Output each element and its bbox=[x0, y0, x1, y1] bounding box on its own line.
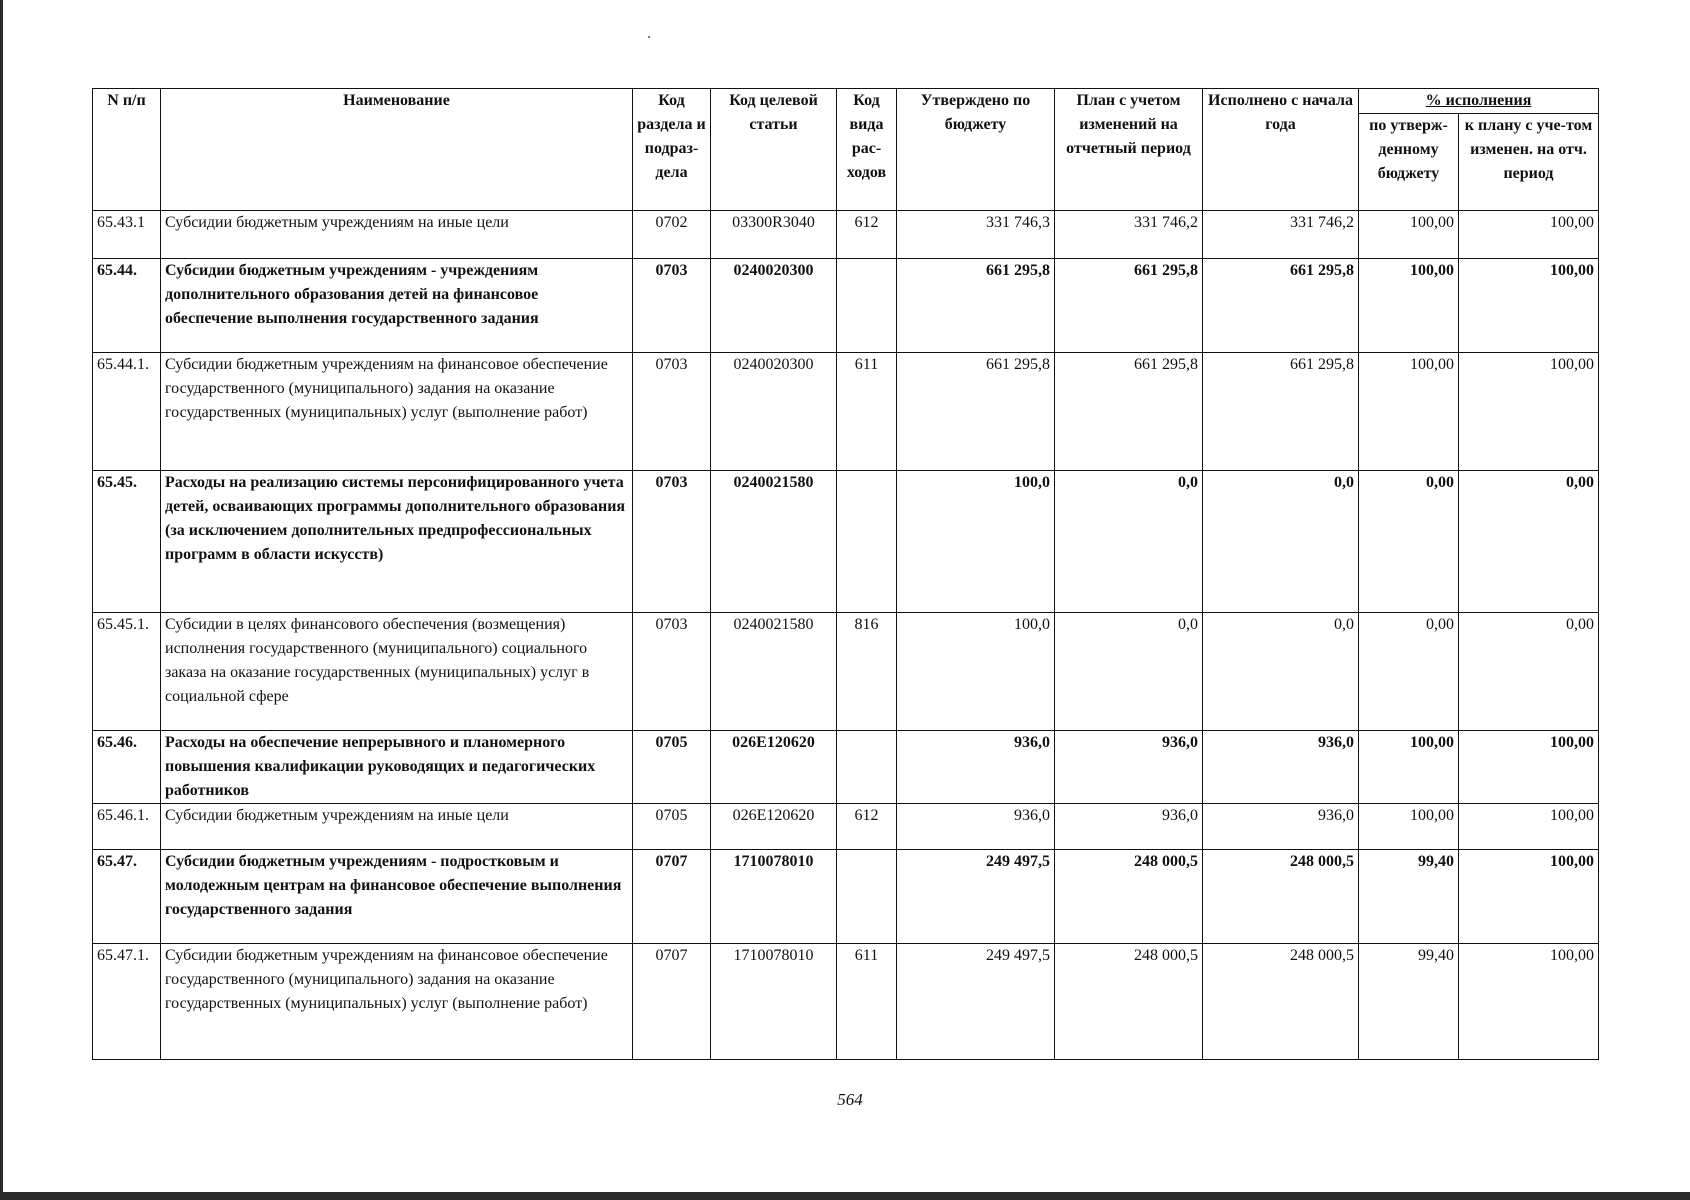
cell-isp: 936,0 bbox=[1203, 731, 1359, 804]
table-row bbox=[93, 804, 1599, 850]
cell-vid bbox=[837, 850, 897, 944]
cell-pct-plan: 0,00 bbox=[1459, 613, 1599, 731]
cell-vid bbox=[837, 731, 897, 804]
cell-tsel: 026E120620 bbox=[711, 804, 837, 850]
cell-plan: 331 746,2 bbox=[1055, 211, 1203, 259]
header-isp: Исполнено с начала года bbox=[1203, 89, 1359, 211]
cell-pct-plan: 100,00 bbox=[1459, 804, 1599, 850]
cell-razdel: 0707 bbox=[633, 944, 711, 1060]
scan-edge-bottom bbox=[0, 1192, 1690, 1200]
cell-name: Субсидии бюджетным учреждениям на иные цели bbox=[161, 804, 633, 850]
header-pct-group-label: % исполнения bbox=[1425, 92, 1532, 109]
table-header bbox=[93, 89, 1599, 211]
cell-utv: 100,0 bbox=[897, 613, 1055, 731]
cell-name: Субсидии бюджетным учреждениям на финансовое обеспечение государственного (муниципального) задания на оказание государственных (муниципальных) услуг (выполнение работ) bbox=[161, 353, 633, 471]
table-row bbox=[93, 471, 1599, 613]
cell-utv: 249 497,5 bbox=[897, 850, 1055, 944]
cell-razdel: 0703 bbox=[633, 613, 711, 731]
cell-utv: 936,0 bbox=[897, 731, 1055, 804]
page-number: 564 bbox=[837, 1090, 863, 1109]
cell-tsel: 0240020300 bbox=[711, 259, 837, 353]
cell-num: 65.45.1. bbox=[93, 613, 161, 731]
cell-num: 65.47. bbox=[93, 850, 161, 944]
cell-tsel: 1710078010 bbox=[711, 850, 837, 944]
cell-name: Субсидии в целях финансового обеспечения (возмещения) исполнения государственного (муниципального) социального заказа на оказание государственных (муниципальных) услуг в социальной сфере bbox=[161, 613, 633, 731]
cell-utv: 936,0 bbox=[897, 804, 1055, 850]
cell-pct-budget: 0,00 bbox=[1359, 613, 1459, 731]
cell-tsel: 0240021580 bbox=[711, 471, 837, 613]
cell-plan: 936,0 bbox=[1055, 804, 1203, 850]
cell-pct-plan: 100,00 bbox=[1459, 259, 1599, 353]
table-row bbox=[93, 944, 1599, 1060]
cell-pct-plan: 100,00 bbox=[1459, 944, 1599, 1060]
cell-isp: 661 295,8 bbox=[1203, 259, 1359, 353]
cell-isp: 248 000,5 bbox=[1203, 944, 1359, 1060]
table-row bbox=[93, 850, 1599, 944]
cell-razdel: 0703 bbox=[633, 471, 711, 613]
cell-pct-budget: 100,00 bbox=[1359, 259, 1459, 353]
cell-isp: 936,0 bbox=[1203, 804, 1359, 850]
cell-pct-budget: 100,00 bbox=[1359, 731, 1459, 804]
cell-pct-budget: 99,40 bbox=[1359, 850, 1459, 944]
cell-pct-budget: 100,00 bbox=[1359, 211, 1459, 259]
cell-plan: 0,0 bbox=[1055, 613, 1203, 731]
header-razdel: Код раздела и подраз-дела bbox=[633, 89, 711, 211]
table-row bbox=[93, 211, 1599, 259]
cell-vid: 612 bbox=[837, 804, 897, 850]
cell-vid bbox=[837, 471, 897, 613]
cell-razdel: 0705 bbox=[633, 804, 711, 850]
header-vid: Код вида рас-ходов bbox=[837, 89, 897, 211]
cell-utv: 661 295,8 bbox=[897, 353, 1055, 471]
cell-num: 65.44. bbox=[93, 259, 161, 353]
cell-plan: 661 295,8 bbox=[1055, 259, 1203, 353]
cell-razdel: 0703 bbox=[633, 353, 711, 471]
cell-razdel: 0707 bbox=[633, 850, 711, 944]
cell-plan: 936,0 bbox=[1055, 731, 1203, 804]
cell-pct-plan: 100,00 bbox=[1459, 211, 1599, 259]
cell-tsel: 026E120620 bbox=[711, 731, 837, 804]
cell-pct-budget: 0,00 bbox=[1359, 471, 1459, 613]
cell-vid: 611 bbox=[837, 944, 897, 1060]
cell-isp: 248 000,5 bbox=[1203, 850, 1359, 944]
header-plan: План с учетом изменений на отчетный период bbox=[1055, 89, 1203, 211]
cell-name: Субсидии бюджетным учреждениям - подростковым и молодежным центрам на финансовое обеспечение выполнения государственного задания bbox=[161, 850, 633, 944]
cell-isp: 661 295,8 bbox=[1203, 353, 1359, 471]
cell-plan: 0,0 bbox=[1055, 471, 1203, 613]
cell-name: Расходы на обеспечение непрерывного и планомерного повышения квалификации руководящих и педагогических работников bbox=[161, 731, 633, 804]
cell-isp: 0,0 bbox=[1203, 613, 1359, 731]
cell-tsel: 03300R3040 bbox=[711, 211, 837, 259]
cell-isp: 0,0 bbox=[1203, 471, 1359, 613]
cell-tsel: 1710078010 bbox=[711, 944, 837, 1060]
cell-pct-plan: 0,00 bbox=[1459, 471, 1599, 613]
scan-dot bbox=[648, 36, 650, 38]
cell-num: 65.43.1 bbox=[93, 211, 161, 259]
table-row bbox=[93, 731, 1599, 804]
cell-vid bbox=[837, 259, 897, 353]
cell-vid: 612 bbox=[837, 211, 897, 259]
cell-pct-budget: 100,00 bbox=[1359, 804, 1459, 850]
scan-edge-left bbox=[0, 0, 3, 1200]
header-pct-plan: к плану с уче-том изменен. на отч. период bbox=[1459, 114, 1599, 211]
cell-pct-plan: 100,00 bbox=[1459, 850, 1599, 944]
cell-tsel: 0240021580 bbox=[711, 613, 837, 731]
cell-utv: 661 295,8 bbox=[897, 259, 1055, 353]
header-tsel: Код целевой статьи bbox=[711, 89, 837, 211]
cell-num: 65.46.1. bbox=[93, 804, 161, 850]
cell-plan: 661 295,8 bbox=[1055, 353, 1203, 471]
cell-name: Субсидии бюджетным учреждениям на финансовое обеспечение государственного (муниципального) задания на оказание государственных (муниципальных) услуг (выполнение работ) bbox=[161, 944, 633, 1060]
cell-num: 65.44.1. bbox=[93, 353, 161, 471]
cell-name: Расходы на реализацию системы персонифицированного учета детей, осваивающих программы дополнительного образования (за исключением дополнительных предпрофессиональных программ в области искусств) bbox=[161, 471, 633, 613]
cell-num: 65.46. bbox=[93, 731, 161, 804]
cell-pct-budget: 99,40 bbox=[1359, 944, 1459, 1060]
cell-razdel: 0702 bbox=[633, 211, 711, 259]
header-pct-budget: по утверж-денному бюджету bbox=[1359, 114, 1459, 211]
cell-num: 65.45. bbox=[93, 471, 161, 613]
cell-utv: 331 746,3 bbox=[897, 211, 1055, 259]
cell-vid: 611 bbox=[837, 353, 897, 471]
cell-vid: 816 bbox=[837, 613, 897, 731]
table-body bbox=[93, 211, 1599, 1060]
cell-pct-plan: 100,00 bbox=[1459, 353, 1599, 471]
cell-name: Субсидии бюджетным учреждениям на иные цели bbox=[161, 211, 633, 259]
header-num: N п/п bbox=[93, 89, 161, 211]
cell-tsel: 0240020300 bbox=[711, 353, 837, 471]
cell-plan: 248 000,5 bbox=[1055, 850, 1203, 944]
header-pct-group bbox=[1359, 89, 1599, 114]
budget-execution-table bbox=[92, 88, 1599, 1060]
cell-num: 65.47.1. bbox=[93, 944, 161, 1060]
cell-utv: 249 497,5 bbox=[897, 944, 1055, 1060]
table-row bbox=[93, 259, 1599, 353]
cell-razdel: 0705 bbox=[633, 731, 711, 804]
cell-isp: 331 746,2 bbox=[1203, 211, 1359, 259]
cell-utv: 100,0 bbox=[897, 471, 1055, 613]
table-row bbox=[93, 613, 1599, 731]
cell-razdel: 0703 bbox=[633, 259, 711, 353]
cell-plan: 248 000,5 bbox=[1055, 944, 1203, 1060]
cell-pct-budget: 100,00 bbox=[1359, 353, 1459, 471]
cell-pct-plan: 100,00 bbox=[1459, 731, 1599, 804]
cell-name: Субсидии бюджетным учреждениям - учреждениям дополнительного образования детей на финансовое обеспечение выполнения государственного задания bbox=[161, 259, 633, 353]
table-row bbox=[93, 353, 1599, 471]
header-utv: Утверждено по бюджету bbox=[897, 89, 1055, 211]
header-name: Наименование bbox=[161, 89, 633, 211]
